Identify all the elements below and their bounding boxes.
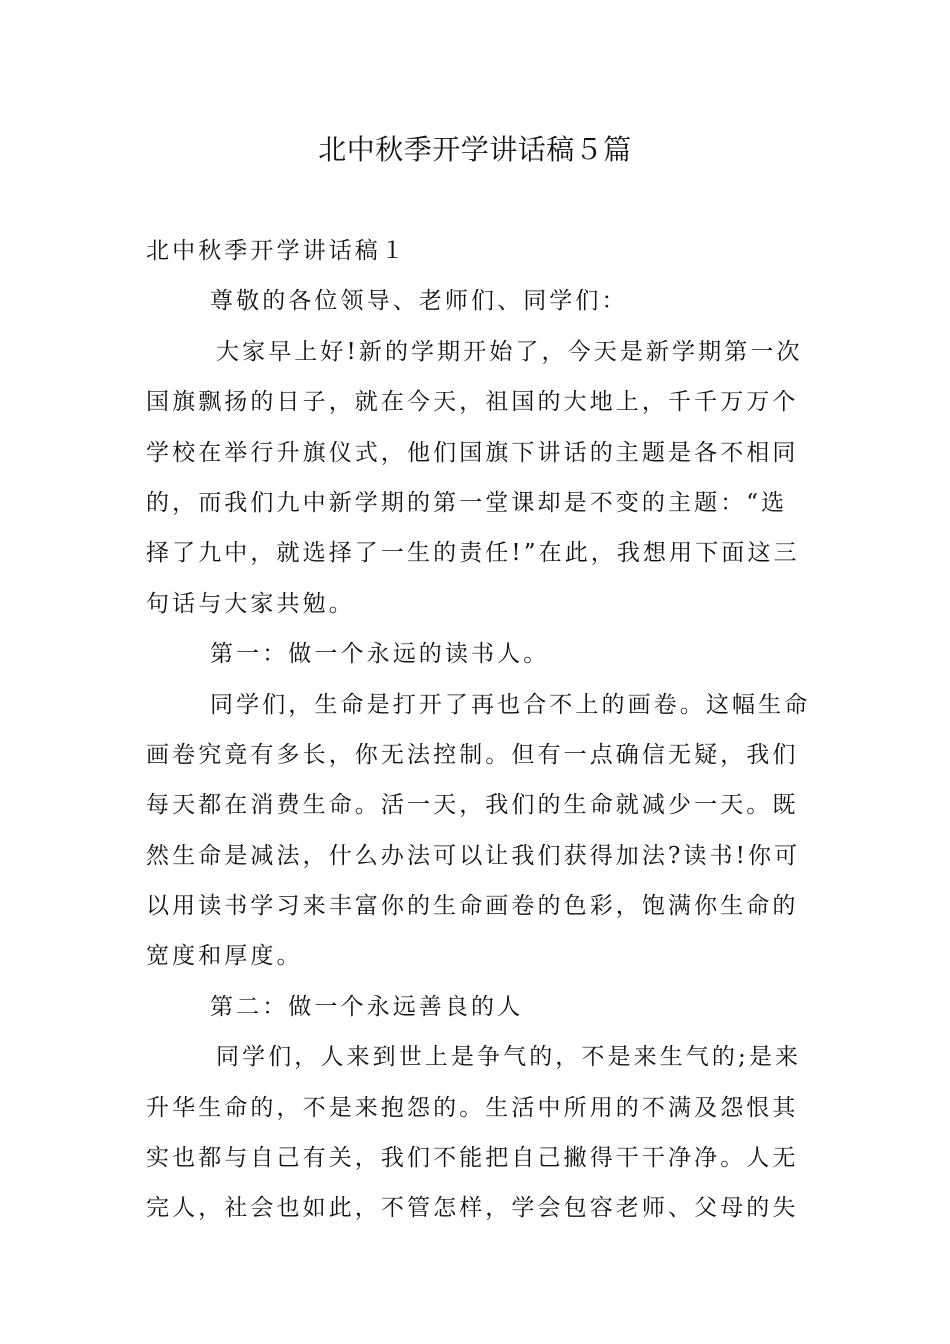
document-title: 北中秋季开学讲话稿５篇 <box>318 133 632 166</box>
paragraph-line: 的，而我们九中新学期的第一堂课却是不变的主题：“选 <box>146 489 788 516</box>
paragraph-line: 同学们，人来到世上是争气的，不是来生气的;是来 <box>216 1044 802 1071</box>
paragraph-line: 同学们，生命是打开了再也合不上的画卷。这幅生命 <box>210 691 811 718</box>
paragraph-line: 大家早上好!新的学期开始了，今天是新学期第一次 <box>216 338 803 365</box>
paragraph-line: 然生命是减法，什么办法可以让我们获得加法?读书!你可 <box>146 842 801 869</box>
point-heading: 第二：做一个永远善良的人 <box>210 993 524 1020</box>
paragraph-line: 完人，社会也如此，不管怎样，学会包容老师、父母的失 <box>146 1195 799 1222</box>
point-heading: 第一：做一个永远的读书人。 <box>210 641 550 668</box>
paragraph-line: 实也都与自己有关，我们不能把自己撇得干干净净。人无 <box>146 1145 799 1172</box>
paragraph-line: 每天都在消费生命。活一天，我们的生命就减少一天。既 <box>146 792 799 819</box>
paragraph-line: 择了九中，就选择了一生的责任!”在此，我想用下面这三 <box>146 540 800 567</box>
section-heading: 北中秋季开学讲话稿１ <box>146 238 407 264</box>
paragraph-line: 国旗飘扬的日子，就在今天，祖国的大地上，千千万万个 <box>146 389 799 416</box>
paragraph-line: 画卷究竟有多长，你无法控制。但有一点确信无疑，我们 <box>146 741 799 768</box>
paragraph-line: 学校在举行升旗仪式，他们国旗下讲话的主题是各不相同 <box>146 439 799 466</box>
paragraph-line: 句话与大家共勉。 <box>146 590 355 617</box>
paragraph-line: 宽度和厚度。 <box>146 943 303 970</box>
paragraph-line: 以用读书学习来丰富你的生命画卷的色彩，饱满你生命的 <box>146 893 799 920</box>
paragraph-line: 升华生命的，不是来抱怨的。生活中所用的不满及怨恨其 <box>146 1094 799 1121</box>
salutation: 尊敬的各位领导、老师们、同学们： <box>210 288 628 315</box>
document-body <box>146 226 811 1234</box>
